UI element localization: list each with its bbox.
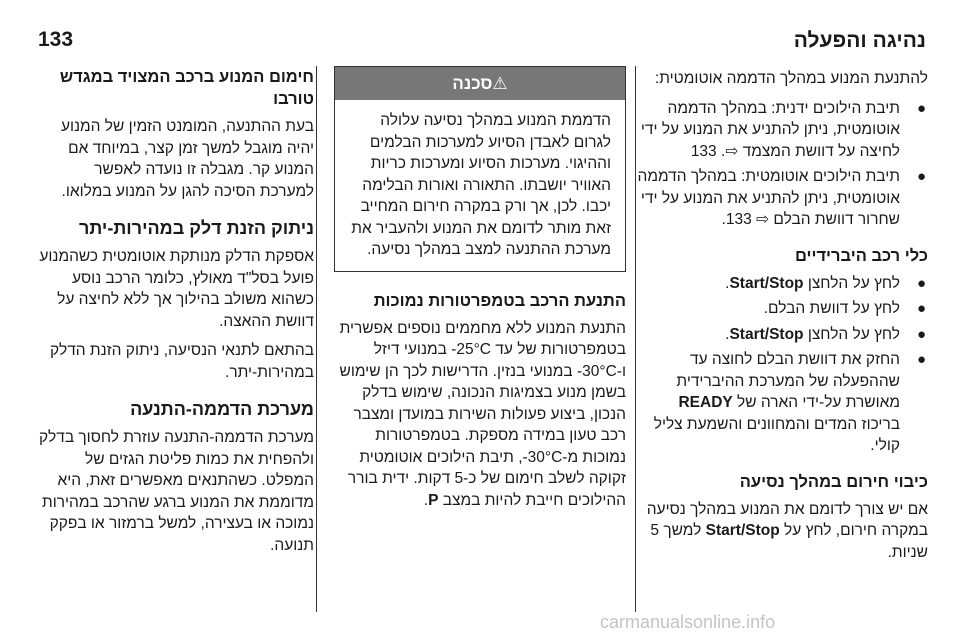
bullet-icon: ● [916, 351, 926, 368]
right-column [636, 68, 928, 571]
hybrid-steps-list [636, 273, 928, 457]
step-text: לחץ על הלחצן [803, 325, 900, 343]
step-text: החזק את דוושת הבלם לחוצה עד שההפעלה של המערכת ההיברידית מאושרת על-ידי הארה של [676, 351, 900, 411]
cold-tail: . [423, 491, 429, 509]
list-item [636, 273, 928, 295]
stop-start-heading: מערכת הדממה-התנעה [130, 399, 314, 419]
list-item [636, 298, 928, 320]
left-column [38, 66, 314, 564]
step-tail: . [725, 325, 730, 343]
stop-start-text: מערכת הדממה-התנעה עוזרת לחסוך בדלק ולהפחית את כמות פליטת הגזים של המפלט. כשהתנאים מאפשרים זאת, היא מדוממת את המנוע ברגע שהרכב במהירות נמוכה או בעצירה, למשל ברמזור או בפקק תנועה. [39, 429, 314, 554]
emergency-stop-text [636, 499, 928, 564]
step-text: לחץ על דוושת הבלם. [763, 300, 900, 317]
fuel-cutoff-heading: ניתוק הזנת דלק במהירות-יתר [78, 218, 314, 238]
auto-restart-list [636, 98, 928, 231]
danger-header [335, 67, 625, 100]
hybrid-heading: כלי רכב היברידיים [794, 246, 928, 265]
start-stop-key: Start/Stop [729, 274, 804, 292]
turbo-warmup-heading: חימום המנוע ברכב המצויד במגדש טורבו [59, 68, 314, 108]
emergency-stop-heading: כיבוי חירום במהלך נסיעה [739, 472, 928, 491]
section-title: נהיגה והפעלה [793, 29, 926, 52]
arrow-ref-icon: ⇨ [756, 211, 770, 228]
automatic-gearbox-text: תיבת הילוכים אוטומטית: במהלך הדממה אוטומטית, ניתן להתניע את המנוע על ידי שחרור דוושת הבלם [637, 168, 900, 228]
middle-column [334, 66, 626, 519]
emergency-tail: למשך 5 שניות. [650, 522, 928, 561]
danger-box [334, 66, 626, 272]
fuel-cutoff-text: אספקת הדלק מנותקת אוטומטית כשהמנוע פועל בסל"ד מאולץ, כלומר הרכב נוסע כשהוא משולב בהילוך אך ללא לחיצה על דוושת ההאצה. [39, 248, 314, 330]
page-ref: . 133 [690, 142, 726, 160]
fuel-cutoff-text-2: בהתאם לתנאי הנסיעה, ניתוק הזנת הדלק במהירות-יתר. [50, 342, 314, 381]
list-item: ● תיבת הילוכים אוטומטית: במהלך הדממה אוטומטית, ניתן להתניע את המנוע על ידי שחרור דוושת הבלם ⇨ 133. [637, 168, 926, 228]
cold-start-heading: התנעת הרכב בטמפרטורות נמוכות [373, 291, 626, 310]
turbo-warmup-text: בעת ההתנעה, המומנט הזמין של המנוע יהיה מוגבל למשך זמן קצר, במיוחד אם המנוע קר. מגבלה זו נועדה לאפשר למערכת הסיכה להגן על המנוע במלואו. [60, 118, 314, 200]
emergency-text: אם יש צורך לדומם את המנוע במהלך נסיעה במקרה חירום, לחץ על [646, 500, 928, 539]
page-number: 133 [38, 28, 74, 51]
bullet-icon: ● [916, 325, 926, 343]
bullet-icon: ● [916, 300, 926, 317]
column-divider [316, 66, 317, 612]
warning-triangle-icon: ⚠ [492, 74, 508, 93]
bullet-icon: ● [916, 274, 926, 292]
danger-text: הדממת המנוע במהלך נסיעה עלולה לגרום לאבדן הסיוע למערכות הבלמים וההיגוי. מערכות הסיוע ומערכות כריות האוויר יושבתו. התאורה ואורות הבלימה יכבו. לכן, אך ורק במקרה חירום המחייב זאת מותר לדומם את המנוע ולהעביר את מערכת ההתנעה למצב במהלך נסיעה. [351, 112, 611, 258]
cold-text: התנעת המנוע ללא מחממים נוספים אפשרית בטמפרטורות של עד ‎-25°C‎ במנועי דיזל ו-‎-30°C‎ במנועי בנזין. הדרישות לכך הן שימוש בשמן מנוע בצמיגות הנכונה, שימוש בדלק הנכון, ביצוע פעולות השירות במועדן ומצבר רכב טעון במידה מספקת. בטמפרטורות נמוכות מ-‎-30°C‎, תיבת הילוכים אוטומטית זקוקה לשלב חימום של כ-5 דקות. ידית בורר ההילוכים חייבת להיות במצב [339, 319, 626, 509]
step-tail: . [725, 274, 730, 292]
watermark: carmanualsonline.info [600, 612, 776, 632]
manual-gearbox-text: תיבת הילוכים ידנית: במהלך הדממה אוטומטית, ניתן להתניע את המנוע על ידי לחיצה על דוושת המצמד [640, 99, 900, 160]
step-text: לחץ על הלחצן [803, 274, 900, 292]
start-stop-key: Start/Stop [729, 325, 804, 343]
park-position: P [428, 491, 439, 509]
step-tail: בריכוז המדים והמחוונים והשמעת צליל קולי. [653, 415, 900, 454]
cold-start-text [334, 318, 626, 512]
page-ref: 133 [725, 211, 752, 228]
danger-label: סכנה [452, 74, 493, 93]
list-item [636, 98, 928, 163]
ready-indicator: READY [678, 394, 733, 411]
bullet-icon: ● [916, 99, 926, 117]
list-item [636, 324, 928, 346]
restart-intro: להתנעת המנוע במהלך הדממה אוטומטית: [654, 70, 928, 87]
list-item [636, 349, 928, 457]
start-stop-key: Start/Stop [705, 522, 780, 539]
arrow-ref-icon: ⇨ [725, 142, 739, 160]
bullet-icon: ● [916, 168, 926, 185]
column-divider [635, 66, 636, 612]
page-header [38, 28, 926, 64]
